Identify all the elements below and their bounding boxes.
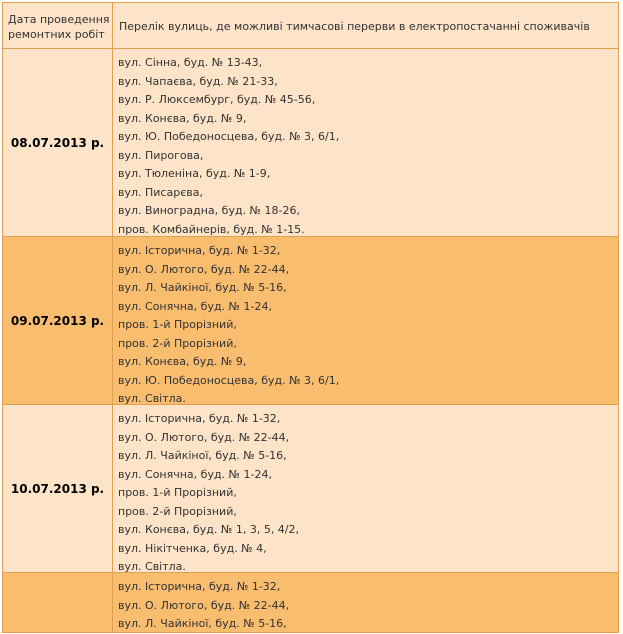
street-entry: вул. Пирогова, — [118, 148, 204, 162]
repair-date: 08.07.2013 р. — [3, 49, 113, 237]
street-entry: вул. Ю. Победоносцева, буд. № 3, 6/1, — [118, 373, 340, 387]
street-list — [113, 405, 619, 573]
street-entry: вул. Світла. — [118, 560, 186, 573]
street-entry: вул. Конєва, буд. № 1, 3, 5, 4/2, — [118, 523, 300, 536]
date-column-header — [3, 3, 113, 49]
table-header — [3, 3, 619, 49]
street-entry: вул. Виноградна, буд. № 18-26, — [118, 204, 300, 217]
street-entry: вул. Історична, буд. № 1-32, — [118, 244, 281, 257]
street-entry: вул. Конєва, буд. № 9, — [118, 111, 247, 125]
street-entry: вул. Чапаєва, буд. № 21-33, — [118, 74, 278, 88]
repair-date: 09.07.2013 р. — [3, 237, 113, 405]
table-body — [3, 49, 619, 633]
street-entry: вул. Сінна, буд. № 13-43, — [118, 56, 263, 69]
street-entry: вул. Історична, буд. № 1-32, — [118, 580, 281, 593]
street-entry: вул. Світла. — [118, 392, 186, 405]
street-list — [113, 573, 619, 633]
street-entry: пров. 2-й Прорізний, — [118, 336, 237, 350]
date-header-line: ремонтних робіт — [8, 28, 105, 41]
street-entry: вул. О. Лютого, буд. № 22-44, — [118, 598, 290, 612]
repair-date — [3, 573, 113, 633]
street-entry: пров. 1-й Прорізний, — [118, 318, 237, 331]
street-entry: вул. Конєва, буд. № 9, — [118, 355, 247, 368]
date-header-line: Дата проведення — [8, 13, 110, 26]
street-entry: вул. Р. Люксембург, буд. № 45-56, — [118, 93, 316, 106]
street-entry: вул. Тюленіна, буд. № 1-9, — [118, 167, 271, 180]
table-row — [3, 237, 619, 405]
street-list — [113, 237, 619, 405]
street-entry: вул. Історична, буд. № 1-32, — [118, 412, 281, 425]
street-entry: вул. Л. Чайкіної, буд. № 5-16, — [118, 617, 287, 630]
repair-date: 10.07.2013 р. — [3, 405, 113, 573]
street-list — [113, 49, 619, 237]
table-row — [3, 49, 619, 237]
street-entry: вул. Л. Чайкіної, буд. № 5-16, — [118, 449, 287, 462]
table-row — [3, 405, 619, 573]
street-entry: вул. Писарєва, — [118, 185, 203, 199]
streets-column-header: Перелік вулиць, де можливі тимчасові перерви в електропостачанні споживачів — [113, 3, 619, 49]
street-entry: вул. О. Лютого, буд. № 22-44, — [118, 430, 290, 444]
street-entry: вул. Л. Чайкіної, буд. № 5-16, — [118, 281, 287, 294]
street-entry: вул. Ю. Победоносцева, буд. № 3, 6/1, — [118, 130, 340, 143]
street-entry: пров. Комбайнерів, буд. № 1-15. — [118, 222, 305, 236]
outage-schedule-table — [2, 2, 619, 633]
street-entry: вул. О. Лютого, буд. № 22-44, — [118, 262, 290, 276]
street-entry: пров. 2-й Прорізний, — [118, 504, 237, 518]
street-entry: вул. Сонячна, буд. № 1-24, — [118, 467, 272, 481]
street-entry: пров. 1-й Прорізний, — [118, 486, 237, 499]
table-row — [3, 573, 619, 633]
street-entry: вул. Нікітченка, буд. № 4, — [118, 541, 267, 555]
street-entry: вул. Сонячна, буд. № 1-24, — [118, 299, 272, 313]
